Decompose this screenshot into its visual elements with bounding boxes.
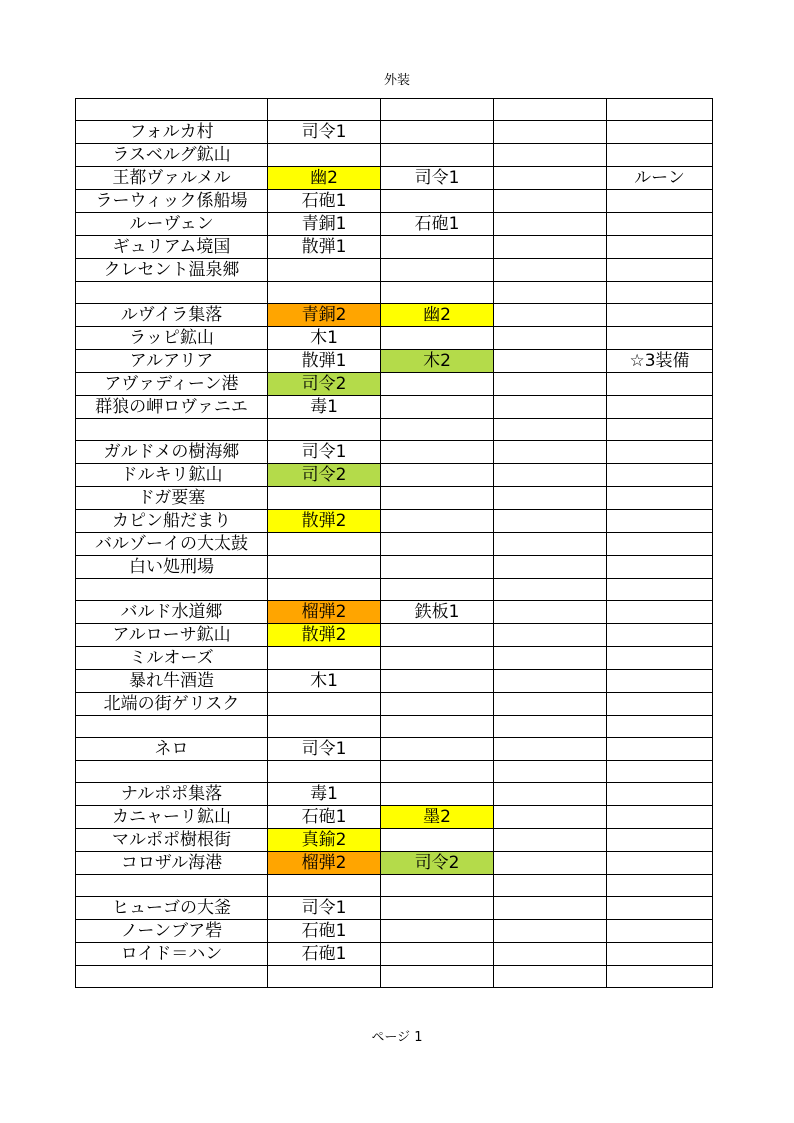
cell[interactable] <box>494 579 607 601</box>
cell[interactable] <box>607 396 713 419</box>
location-cell[interactable]: ラッピ鉱山 <box>76 327 268 350</box>
location-cell[interactable]: 白い処刑場 <box>76 556 268 579</box>
cell[interactable]: 毒1 <box>268 783 381 806</box>
cell[interactable] <box>268 282 381 304</box>
table-row <box>76 121 713 144</box>
table-row <box>76 693 713 716</box>
table-row <box>76 236 713 259</box>
cell[interactable] <box>607 236 713 259</box>
cell[interactable]: 司令1 <box>268 897 381 920</box>
page-number: ページ 1 <box>371 1030 423 1045</box>
location-cell[interactable]: コロザル海港 <box>76 852 268 875</box>
cell[interactable] <box>494 601 607 624</box>
location-cell[interactable] <box>76 761 268 783</box>
cell[interactable]: 司令1 <box>268 738 381 761</box>
cell[interactable] <box>381 259 494 282</box>
table-row <box>76 601 713 624</box>
cell[interactable] <box>381 282 494 304</box>
cell[interactable] <box>268 966 381 988</box>
table-row <box>76 647 713 670</box>
cell[interactable] <box>607 419 713 441</box>
cell[interactable] <box>607 579 713 601</box>
table-row <box>76 441 713 464</box>
cell[interactable] <box>494 533 607 556</box>
cell[interactable]: 石砲1 <box>268 806 381 829</box>
cell[interactable] <box>607 670 713 693</box>
cell[interactable] <box>268 647 381 670</box>
table-row <box>76 806 713 829</box>
cell[interactable] <box>381 647 494 670</box>
table-row <box>76 304 713 327</box>
cell[interactable] <box>268 144 381 167</box>
cell[interactable]: 木2 <box>381 350 494 373</box>
cell[interactable] <box>607 259 713 282</box>
cell[interactable] <box>607 966 713 988</box>
cell[interactable] <box>268 556 381 579</box>
cell[interactable] <box>381 556 494 579</box>
cell[interactable] <box>268 693 381 716</box>
location-cell[interactable]: アヴァディーン港 <box>76 373 268 396</box>
cell[interactable] <box>494 556 607 579</box>
cell[interactable] <box>268 579 381 601</box>
table-row <box>76 396 713 419</box>
cell[interactable]: 石砲1 <box>381 213 494 236</box>
table-row <box>76 419 713 441</box>
cell[interactable]: 木1 <box>268 670 381 693</box>
location-cell[interactable] <box>76 875 268 897</box>
cell[interactable]: 散弾2 <box>268 510 381 533</box>
cell[interactable] <box>268 487 381 510</box>
cell[interactable] <box>607 875 713 897</box>
cell[interactable] <box>381 441 494 464</box>
cell[interactable] <box>607 943 713 966</box>
table-row <box>76 464 713 487</box>
location-cell[interactable]: 群狼の岬ロヴァニエ <box>76 396 268 419</box>
table-row <box>76 510 713 533</box>
cell[interactable] <box>494 190 607 213</box>
location-cell[interactable]: ドルキリ鉱山 <box>76 464 268 487</box>
location-cell[interactable] <box>76 282 268 304</box>
cell[interactable] <box>607 624 713 647</box>
table-row <box>76 259 713 282</box>
location-cell[interactable]: ルーヴェン <box>76 213 268 236</box>
cell[interactable] <box>607 783 713 806</box>
location-cell[interactable]: 暴れ牛酒造 <box>76 670 268 693</box>
cell[interactable] <box>607 282 713 304</box>
cell[interactable] <box>607 806 713 829</box>
cell[interactable] <box>494 213 607 236</box>
cell[interactable]: 鉄板1 <box>381 601 494 624</box>
cell[interactable]: 司令1 <box>381 167 494 190</box>
cell[interactable] <box>607 897 713 920</box>
location-cell[interactable]: ノーンブア砦 <box>76 920 268 943</box>
location-cell[interactable]: バルゾーイの大太鼓 <box>76 533 268 556</box>
cell[interactable] <box>607 121 713 144</box>
table-row <box>76 556 713 579</box>
location-cell[interactable]: ナルポポ集落 <box>76 783 268 806</box>
cell[interactable] <box>381 693 494 716</box>
cell[interactable] <box>494 396 607 419</box>
cell[interactable] <box>494 761 607 783</box>
cell[interactable] <box>607 144 713 167</box>
cell[interactable] <box>494 806 607 829</box>
cell[interactable]: 石砲1 <box>268 190 381 213</box>
location-cell[interactable]: 北端の街ゲリスク <box>76 693 268 716</box>
cell[interactable]: 散弾1 <box>268 350 381 373</box>
location-cell[interactable]: ギュリアム境国 <box>76 236 268 259</box>
cell[interactable] <box>607 373 713 396</box>
cell[interactable] <box>607 829 713 852</box>
location-cell[interactable]: ヒューゴの大釜 <box>76 897 268 920</box>
cell[interactable] <box>381 966 494 988</box>
cell[interactable]: ルーン <box>607 167 713 190</box>
location-cell[interactable]: バルド水道郷 <box>76 601 268 624</box>
cell[interactable] <box>381 920 494 943</box>
cell[interactable] <box>494 897 607 920</box>
cell[interactable] <box>381 761 494 783</box>
table-row <box>76 966 713 988</box>
table-row <box>76 829 713 852</box>
cell[interactable] <box>607 441 713 464</box>
location-cell[interactable] <box>76 99 268 121</box>
location-cell[interactable] <box>76 579 268 601</box>
cell[interactable]: 散弾2 <box>268 624 381 647</box>
cell[interactable] <box>607 510 713 533</box>
cell[interactable] <box>268 99 381 121</box>
cell[interactable] <box>494 624 607 647</box>
cell[interactable]: 毒1 <box>268 396 381 419</box>
cell[interactable] <box>268 716 381 738</box>
cell[interactable] <box>494 693 607 716</box>
cell[interactable] <box>494 282 607 304</box>
cell[interactable] <box>381 190 494 213</box>
table-row <box>76 783 713 806</box>
cell[interactable] <box>607 852 713 875</box>
table-row <box>76 350 713 373</box>
cell[interactable]: 榴弾2 <box>268 601 381 624</box>
cell[interactable] <box>381 716 494 738</box>
cell[interactable]: 司令2 <box>381 852 494 875</box>
cell[interactable] <box>381 897 494 920</box>
table-row <box>76 144 713 167</box>
cell[interactable]: ☆3装備 <box>607 350 713 373</box>
cell[interactable]: 真鍮2 <box>268 829 381 852</box>
location-cell[interactable]: フォルカ村 <box>76 121 268 144</box>
table-row <box>76 738 713 761</box>
cell[interactable] <box>381 943 494 966</box>
cell[interactable]: 榴弾2 <box>268 852 381 875</box>
cell[interactable] <box>494 875 607 897</box>
cell[interactable]: 幽2 <box>381 304 494 327</box>
cell[interactable] <box>381 236 494 259</box>
cell[interactable] <box>381 419 494 441</box>
table-row <box>76 282 713 304</box>
cell[interactable] <box>494 304 607 327</box>
table-row <box>76 167 713 190</box>
cell[interactable] <box>381 783 494 806</box>
table-row <box>76 624 713 647</box>
cell[interactable] <box>494 647 607 670</box>
cell[interactable] <box>268 875 381 897</box>
table-row <box>76 761 713 783</box>
cell[interactable] <box>607 920 713 943</box>
cell[interactable] <box>494 716 607 738</box>
cell[interactable] <box>494 373 607 396</box>
cell[interactable]: 幽2 <box>268 167 381 190</box>
cell[interactable] <box>607 99 713 121</box>
table-row <box>76 213 713 236</box>
cell[interactable] <box>381 144 494 167</box>
cell[interactable] <box>494 350 607 373</box>
cell[interactable] <box>494 419 607 441</box>
cell[interactable] <box>494 829 607 852</box>
location-cell[interactable]: ドガ要塞 <box>76 487 268 510</box>
cell[interactable] <box>494 167 607 190</box>
cell[interactable] <box>607 601 713 624</box>
table-row <box>76 716 713 738</box>
location-cell[interactable]: ガルドメの樹海郷 <box>76 441 268 464</box>
location-cell[interactable] <box>76 966 268 988</box>
cell[interactable] <box>494 144 607 167</box>
cell[interactable] <box>381 738 494 761</box>
cell[interactable] <box>381 579 494 601</box>
cell[interactable]: 青銅2 <box>268 304 381 327</box>
table-row <box>76 190 713 213</box>
cell[interactable]: 墨2 <box>381 806 494 829</box>
cell[interactable]: 司令1 <box>268 121 381 144</box>
cell[interactable] <box>494 852 607 875</box>
cell[interactable] <box>381 396 494 419</box>
cell[interactable] <box>494 441 607 464</box>
cell[interactable] <box>381 464 494 487</box>
cell[interactable] <box>494 121 607 144</box>
cell[interactable] <box>607 647 713 670</box>
location-cell[interactable]: クレセント温泉郷 <box>76 259 268 282</box>
cell[interactable] <box>381 829 494 852</box>
cell[interactable] <box>381 327 494 350</box>
location-cell[interactable]: ルヴイラ集落 <box>76 304 268 327</box>
cell[interactable] <box>494 920 607 943</box>
cell[interactable] <box>494 327 607 350</box>
location-cell[interactable]: ラーウィック係船場 <box>76 190 268 213</box>
cell[interactable] <box>268 533 381 556</box>
cell[interactable]: 散弾1 <box>268 236 381 259</box>
location-cell[interactable] <box>76 716 268 738</box>
cell[interactable] <box>494 670 607 693</box>
cell[interactable] <box>494 236 607 259</box>
cell[interactable] <box>381 510 494 533</box>
cell[interactable] <box>607 556 713 579</box>
location-cell[interactable]: アルローサ鉱山 <box>76 624 268 647</box>
cell[interactable] <box>607 716 713 738</box>
location-cell[interactable]: ネロ <box>76 738 268 761</box>
page-header: 外装 <box>383 73 410 88</box>
cell[interactable] <box>494 510 607 533</box>
cell[interactable] <box>494 464 607 487</box>
table-row <box>76 373 713 396</box>
cell[interactable] <box>494 966 607 988</box>
cell[interactable] <box>494 783 607 806</box>
cell[interactable] <box>607 213 713 236</box>
table-row <box>76 852 713 875</box>
table-row <box>76 99 713 121</box>
cell[interactable] <box>607 693 713 716</box>
location-cell[interactable]: マルポポ樹根街 <box>76 829 268 852</box>
cell[interactable]: 青銅1 <box>268 213 381 236</box>
location-cell[interactable]: 王都ヴァルメル <box>76 167 268 190</box>
table-row <box>76 579 713 601</box>
cell[interactable] <box>607 738 713 761</box>
cell[interactable] <box>607 304 713 327</box>
table-row <box>76 920 713 943</box>
cell[interactable] <box>607 487 713 510</box>
cell[interactable] <box>381 121 494 144</box>
cell[interactable]: 司令2 <box>268 464 381 487</box>
cell[interactable] <box>381 670 494 693</box>
table-row <box>76 670 713 693</box>
cell[interactable]: 木1 <box>268 327 381 350</box>
cell[interactable]: 石砲1 <box>268 920 381 943</box>
cell[interactable] <box>381 533 494 556</box>
location-cell[interactable]: ロイド＝ハン <box>76 943 268 966</box>
cell[interactable] <box>607 533 713 556</box>
location-cell[interactable] <box>76 419 268 441</box>
cell[interactable] <box>494 738 607 761</box>
location-cell[interactable]: カニャーリ鉱山 <box>76 806 268 829</box>
location-cell[interactable]: アルアリア <box>76 350 268 373</box>
table-row <box>76 875 713 897</box>
location-cell[interactable]: ミルオーズ <box>76 647 268 670</box>
cell[interactable] <box>607 190 713 213</box>
cell[interactable] <box>381 99 494 121</box>
cell[interactable] <box>268 419 381 441</box>
cell[interactable] <box>494 99 607 121</box>
cell[interactable] <box>607 761 713 783</box>
table-row <box>76 487 713 510</box>
cell[interactable]: 石砲1 <box>268 943 381 966</box>
table-row <box>76 943 713 966</box>
cell[interactable] <box>607 327 713 350</box>
location-cell[interactable]: カピン船だまり <box>76 510 268 533</box>
cell[interactable] <box>381 624 494 647</box>
cell[interactable]: 司令1 <box>268 441 381 464</box>
cell[interactable] <box>268 761 381 783</box>
table-row <box>76 897 713 920</box>
cell[interactable]: 司令2 <box>268 373 381 396</box>
cell[interactable] <box>381 373 494 396</box>
equipment-table <box>75 98 713 988</box>
cell[interactable] <box>381 875 494 897</box>
table-row <box>76 533 713 556</box>
cell[interactable] <box>607 464 713 487</box>
cell[interactable] <box>381 487 494 510</box>
cell[interactable] <box>494 943 607 966</box>
cell[interactable] <box>268 259 381 282</box>
location-cell[interactable]: ラスベルグ鉱山 <box>76 144 268 167</box>
cell[interactable] <box>494 487 607 510</box>
table-row <box>76 327 713 350</box>
cell[interactable] <box>494 259 607 282</box>
